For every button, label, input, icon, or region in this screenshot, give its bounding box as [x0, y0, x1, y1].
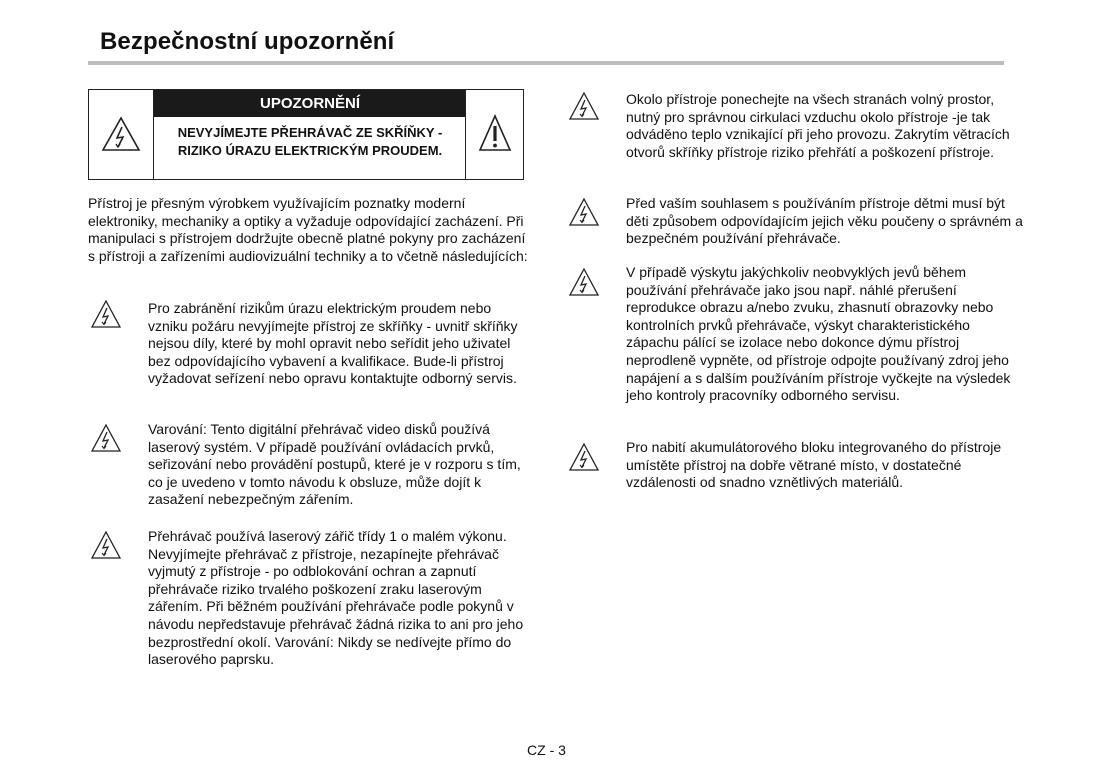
safety-item-text: Varování: Tento digitální přehrávač video disků používá laserový systém. V případě používání ovládacích prvků, seřizování nebo provádění postupů, které je v rozporu s tím, co je uvedeno v tomto návodu k obsluze, může dojít k zasažení nebezpečným zářením. [148, 421, 521, 508]
page-title: Bezpečnostní upozornění [100, 28, 395, 55]
safety-item-text: Před vaším souhlasem s používáním přístroje dětmi musí být děti způsobem odpovídajícím jejich věku poučeny o správném a bezpečném používání přehrávače. [626, 195, 1023, 247]
title-divider [88, 61, 1004, 65]
safety-item-text: Okolo přístroje ponechejte na všech stranách volný prostor, nutný pro správnou cirkulaci vzduchu okolo přístroje -je tak odváděno teplo vznikající při jeho provozu. Zakrytím větracích otvorů skříňky přístroje riziko přehřátí a poškození přístroje. [626, 91, 1010, 160]
warning-box-right-cell [465, 90, 523, 179]
electric-shock-warning-icon [568, 197, 600, 227]
electric-shock-warning-icon [568, 91, 600, 121]
electric-shock-warning-icon [90, 299, 122, 329]
electric-shock-warning-icon [90, 423, 122, 453]
warning-box-left-cell [89, 90, 154, 179]
warning-box-text: NEVYJÍMEJTE PŘEHRÁVAČ ZE SKŘÍŇKY - RIZIKO ÚRAZU ELEKTRICKÝM PROUDEM. [177, 125, 443, 158]
electric-shock-warning-icon [90, 530, 122, 560]
safety-item-text: Přehrávač používá laserový zářič třídy 1 o malém výkonu. Nevyjímejte přehrávač z přístroje, nezapínejte přehrávač vyjmutý z přístroje - po odblokování ochran a zapnutí přehrávače riziko trvalého poškození zraku laserovým zářením. Při běžném používání přehrávače podle pokynů v návodu nepředstavuje přehrávač žádná rizika to ani pro jeho bezprostřední okolí. Varování: Nikdy se nedívejte přímo do laserového paprsku. [148, 528, 524, 668]
safety-item-text: Pro nabití akumulátorového bloku integrovaného do přístroje umístěte přístroj na dobře větrané místo, v dostatečné vzdálenosti od snadno vznětlivých materiálů. [626, 439, 1002, 491]
warning-box [88, 89, 524, 180]
exclamation-warning-icon [478, 114, 512, 154]
electric-shock-warning-icon [568, 442, 600, 472]
warning-box-header: UPOZORNĚNÍ [154, 90, 466, 117]
safety-item-text: V případě výskytu jakýchkoliv neobvyklých jevů během používání přehrávače jako jsou např. náhlé přerušení reprodukce obrazu a/nebo zvuku, zhasnutí obrazovky nebo kontrolních prvků přehrávače, výskyt charakteristického zápachu pálící se izolace nebo dokonce dýmu přístroj neprodleně vypněte, od přístroje odpojte používaný zdroj jeho napájení a s dalším používáním přístroje vyčkejte na výsledek jeho kontroly pracovníky odborného servisu. [626, 264, 1011, 404]
page-number: CZ - 3 [527, 742, 566, 758]
electric-shock-warning-icon [101, 116, 141, 152]
safety-item-text: Pro zabránění rizikům úrazu elektrickým proudem nebo vzniku požáru nevyjímejte přístroj ze skříňky - uvnitř skříňky nejsou díly, které by mohl opravit nebo seřídit jeho uživatel bez odpovídajícího vybavení a kvalifikace. Bude-li přístroj vyžadovat seřízení nebo opravu kontaktujte odborný servis. [148, 300, 518, 387]
intro-paragraph: Přístroj je přesným výrobkem využívajícím poznatky moderní elektroniky, mechaniky a optiky a vyžaduje odpovídající zacházení. Při manipulaci s přístrojem dodržujte obecně platné pokyny pro zacházení s přístroji a zařízeními audiovizuální techniky a to včetně následujících: [88, 195, 528, 264]
electric-shock-warning-icon [568, 267, 600, 297]
